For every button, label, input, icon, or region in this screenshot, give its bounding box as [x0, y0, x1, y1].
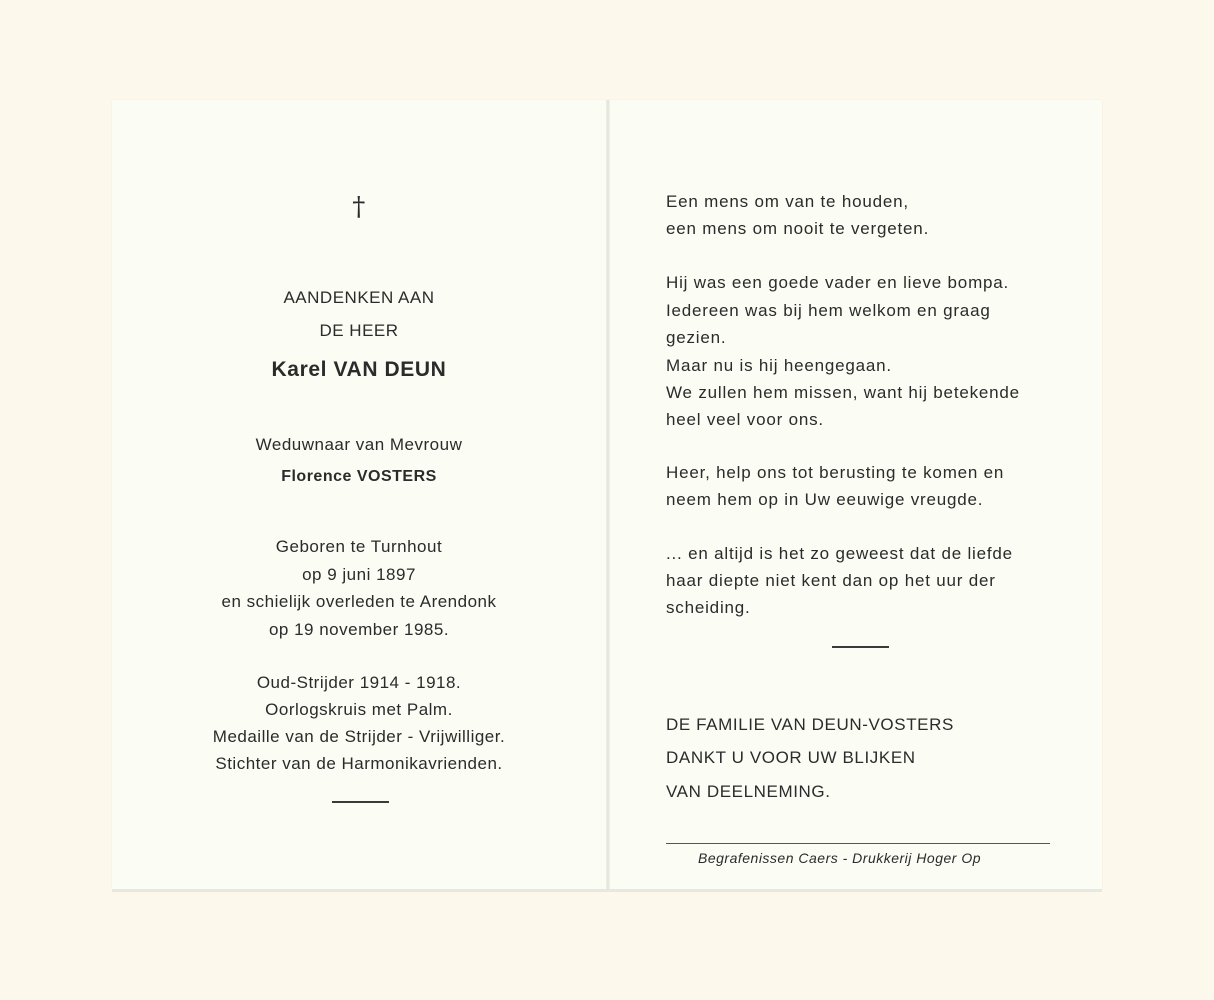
- birth-place: Geboren te Turnhout: [275, 537, 443, 556]
- honor-item: Oud-Strijder 1914 - 1918.: [256, 673, 462, 692]
- prayer-line: neem hem op in Uw eeuwige vreugde.: [666, 490, 984, 509]
- poem-line: Maar nu is hij heengegaan.: [666, 356, 892, 375]
- heading-title: DE HEER: [319, 321, 399, 340]
- spouse-name: Florence VOSTERS: [281, 468, 437, 485]
- thanks-line: DANKT U VOOR UW BLIJKEN: [666, 748, 916, 767]
- right-divider: [832, 646, 889, 648]
- spouse-intro: Weduwnaar van Mevrouw: [255, 435, 463, 454]
- honor-item: Oorlogskruis met Palm.: [265, 700, 453, 719]
- honor-item: Medaille van de Strijder - Vrijwilliger.: [212, 727, 506, 746]
- death-place: en schielijk overleden te Arendonk: [221, 592, 497, 611]
- memorial-card: [112, 100, 1102, 890]
- thanks-line: DE FAMILIE VAN DEUN-VOSTERS: [666, 715, 954, 734]
- left-divider: [332, 801, 389, 803]
- footer-rule: [666, 843, 1050, 844]
- poem-line: We zullen hem missen, want hij betekende: [666, 383, 1020, 402]
- printer-credit: Begrafenissen Caers - Drukkerij Hoger Op: [698, 850, 981, 866]
- poem-line: heel veel voor ons.: [666, 410, 824, 429]
- birth-date: op 9 juni 1897: [302, 565, 416, 584]
- quote-line: ... en altijd is het zo geweest dat de liefde: [666, 544, 1013, 563]
- left-panel: [112, 100, 606, 890]
- honor-item: Stichter van de Harmonikavrienden.: [215, 754, 503, 773]
- prayer-line: Heer, help ons tot berusting te komen en: [666, 463, 1005, 482]
- heading-remembrance: AANDENKEN AAN: [283, 288, 435, 307]
- poem-line: een mens om nooit te vergeten.: [666, 219, 930, 238]
- poem-line: Hij was een goede vader en lieve bompa.: [666, 273, 1010, 292]
- thanks-line: VAN DEELNEMING.: [666, 782, 831, 801]
- right-panel: [610, 100, 1102, 890]
- poem-line: Een mens om van te houden,: [666, 192, 909, 211]
- poem-line: gezien.: [666, 328, 727, 347]
- poem-line: Iedereen was bij hem welkom en graag: [666, 301, 991, 320]
- quote-line: scheiding.: [666, 598, 751, 617]
- deceased-name: Karel VAN DEUN: [271, 358, 447, 381]
- quote-line: haar diepte niet kent dan op het uur der: [666, 571, 996, 590]
- death-date: op 19 november 1985.: [268, 620, 450, 639]
- cross-icon: †: [352, 192, 366, 222]
